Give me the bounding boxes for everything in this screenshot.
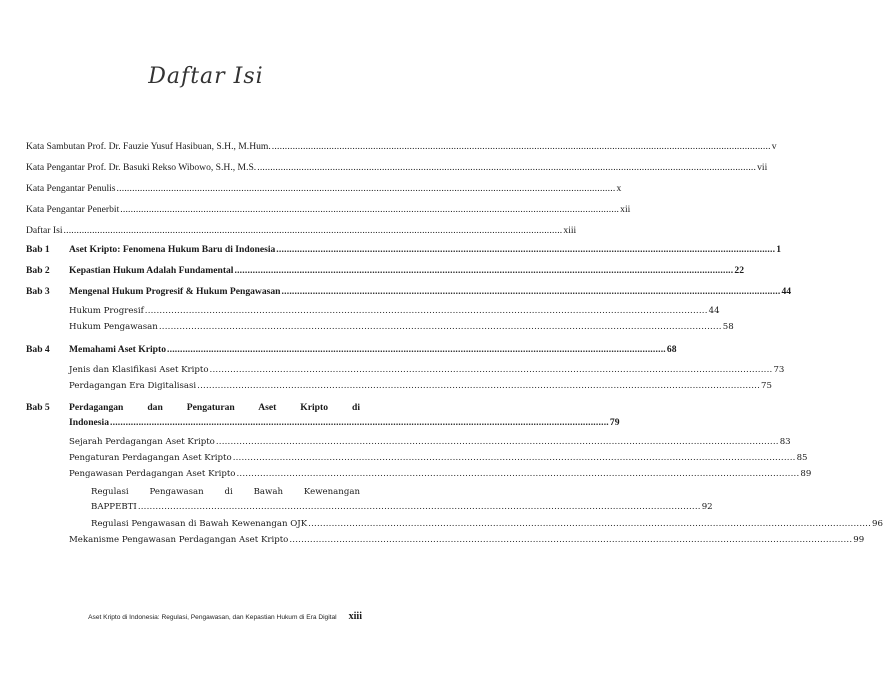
leader-dots [272, 141, 771, 152]
chapter-number: Bab 2 [26, 265, 50, 276]
leader-dots [216, 437, 779, 448]
leader-dots [210, 365, 773, 376]
leader-dots [308, 519, 871, 530]
toc-entry-bab-1[interactable] [69, 244, 781, 255]
toc-label: Pengaturan Perdagangan Aset Kripto [69, 453, 232, 463]
toc-entry-bab-4[interactable] [69, 344, 677, 355]
toc-entry-hukum-pengawasan[interactable] [69, 322, 734, 333]
toc-label: Kata Sambutan Prof. Dr. Fauzie Yusuf Hasibuan, S.H., M.Hum. [26, 141, 271, 152]
leader-dots [289, 535, 852, 546]
toc-label: Indonesia [69, 417, 109, 428]
toc-entry-daftar-isi[interactable] [26, 225, 577, 236]
leader-dots [120, 204, 619, 215]
leader-dots [236, 469, 799, 480]
toc-label: Regulasi Pengawasan di Bawah Kewenangan OJK [91, 519, 308, 529]
toc-label: Mengenal Hukum Progresif & Hukum Pengawasan [69, 286, 281, 297]
page-title: Daftar Isi [148, 64, 264, 89]
toc-entry-kata-pengantar-penulis[interactable] [26, 183, 622, 194]
toc-page: 99 [853, 535, 865, 545]
leader-dots [138, 502, 701, 513]
leader-dots [145, 306, 708, 317]
toc-entry-hukum-progresif[interactable] [69, 306, 720, 317]
leader-dots [233, 453, 796, 464]
toc-label: Memahami Aset Kripto [69, 344, 166, 355]
toc-entry-kata-pengantar-basuki[interactable] [26, 162, 768, 173]
toc-page: 92 [701, 502, 713, 512]
toc-page: 79 [609, 417, 620, 428]
toc-entry-sejarah-perdagangan[interactable] [69, 437, 791, 448]
toc-page: 89 [800, 469, 812, 479]
toc-page: vii [757, 162, 768, 173]
chapter-number: Bab 5 [26, 402, 50, 413]
chapter-number: Bab 1 [26, 244, 50, 255]
toc-page: 1 [776, 244, 781, 255]
toc-page: 68 [666, 344, 677, 355]
toc-label: BAPPEBTI [91, 502, 137, 512]
leader-dots [159, 322, 722, 333]
toc-entry-bab-5[interactable] [69, 417, 620, 428]
toc-entry-perdagangan-era-digitalisasi[interactable] [69, 381, 772, 392]
toc-entry-pengaturan-perdagangan[interactable] [69, 453, 808, 464]
leader-dots [197, 381, 760, 392]
toc-page: 73 [773, 365, 785, 375]
chapter-number: Bab 3 [26, 286, 50, 297]
leader-dots [257, 162, 756, 173]
toc-entry-pengawasan-perdagangan[interactable] [69, 469, 812, 480]
chapter-number: Bab 4 [26, 344, 50, 355]
leader-dots [117, 183, 616, 194]
leader-dots [276, 244, 775, 255]
page-footer [88, 611, 362, 622]
toc-label: Pengawasan Perdagangan Aset Kripto [69, 469, 236, 479]
toc-page: x [616, 183, 622, 194]
toc-page: 22 [734, 265, 744, 276]
toc-label: Kata Pengantar Prof. Dr. Basuki Rekso Wibowo, S.H., M.S. [26, 162, 257, 173]
toc-page: xiii [563, 225, 577, 236]
toc-page: 58 [722, 322, 734, 332]
toc-label: Hukum Progresif [69, 306, 144, 316]
toc-page: 85 [796, 453, 808, 463]
toc-entry-kata-sambutan[interactable] [26, 141, 777, 152]
toc-label: Mekanisme Pengawasan Perdagangan Aset Kripto [69, 535, 289, 545]
toc-label: Perdagangan Era Digitalisasi [69, 381, 197, 391]
leader-dots [110, 417, 609, 428]
toc-label: Kata Pengantar Penulis [26, 183, 116, 194]
toc-page: 75 [761, 381, 772, 391]
toc-entry-regulasi-bappebti-line1[interactable]: Regulasi Pengawasan di Bawah Kewenangan [91, 487, 360, 497]
footer-page-number: xiii [348, 611, 362, 622]
toc-page: 44 [708, 306, 720, 316]
toc-label: Daftar Isi [26, 225, 63, 236]
toc-entry-bab-5-line1[interactable]: Perdagangan dan Pengaturan Aset Kripto di [69, 402, 360, 413]
toc-page: 96 [872, 519, 883, 529]
toc-label: Sejarah Perdagangan Aset Kripto [69, 437, 215, 447]
toc-entry-kata-pengantar-penerbit[interactable] [26, 204, 631, 215]
toc-entry-bab-2[interactable] [69, 265, 744, 276]
leader-dots [234, 265, 733, 276]
leader-dots [167, 344, 666, 355]
toc-entry-regulasi-bappebti[interactable] [91, 502, 713, 513]
toc-label: Kepastian Hukum Adalah Fundamental [69, 265, 234, 276]
toc-page: xii [620, 204, 631, 215]
leader-dots [282, 286, 781, 297]
toc-label: Kata Pengantar Penerbit [26, 204, 120, 215]
footer-book-title: Aset Kripto di Indonesia: Regulasi, Pengawasan, dan Kepastian Hukum di Era Digital [88, 614, 337, 621]
toc-label: Aset Kripto: Fenomena Hukum Baru di Indonesia [69, 244, 276, 255]
toc-page: v [771, 141, 777, 152]
toc-label: Jenis dan Klasifikasi Aset Kripto [69, 365, 209, 375]
toc-entry-bab-3[interactable] [69, 286, 792, 297]
toc-entry-jenis-klasifikasi[interactable] [69, 365, 785, 376]
toc-entry-regulasi-ojk[interactable] [91, 519, 883, 530]
toc-label: Hukum Pengawasan [69, 322, 158, 332]
toc-page: 44 [781, 286, 792, 297]
toc-page: 83 [779, 437, 791, 447]
toc-entry-mekanisme-pengawasan[interactable] [69, 535, 865, 546]
leader-dots [64, 225, 563, 236]
